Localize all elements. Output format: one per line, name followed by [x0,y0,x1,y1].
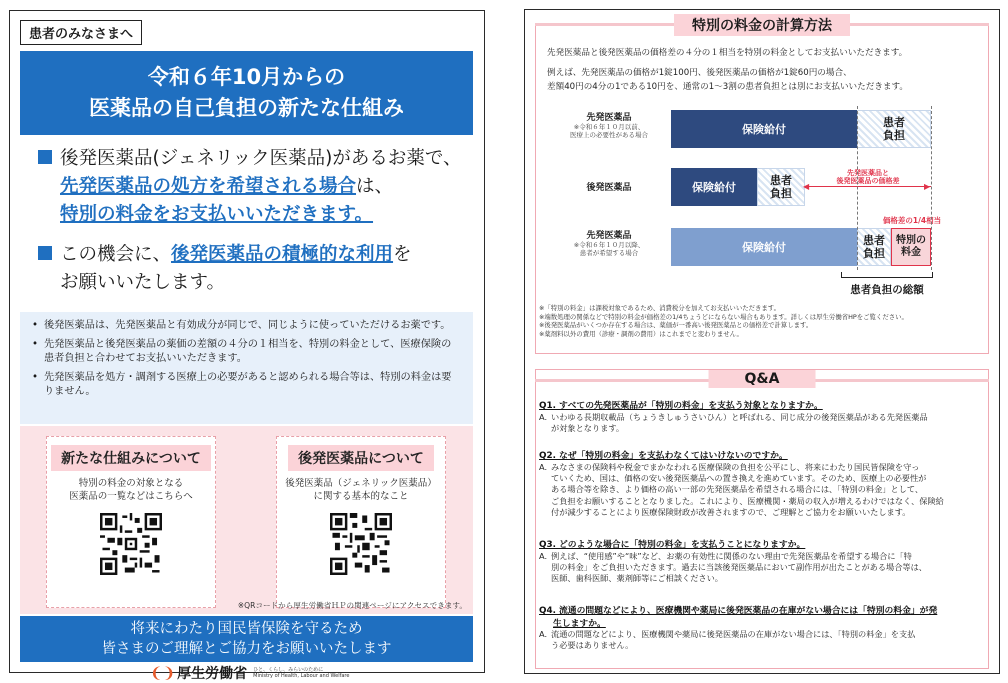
footer-line2: 皆さまのご理解とご協力をお願いいたします [101,641,392,657]
point2-highlight: 後発医薬品の積極的な利用 [171,244,394,265]
hero-title-line1: 令和６年10月からの [147,65,346,89]
point2-post: を [393,244,412,265]
guide-line [931,106,932,270]
square-bullet-icon [38,246,52,260]
footer-banner [20,616,473,662]
insurance-bar-1: 保険給付 [671,110,857,148]
row-label-brand-after: 先発医薬品 ※令和６年１０月以降、 患者が希望する場合 [573,231,645,257]
qr-card-sub: 特別の料金の対象となる 医薬品の一覧などはこちらへ [69,478,193,502]
insurance-bar-3: 保険給付 [671,228,857,266]
audience-tag: 患者のみなさまへ [20,20,142,45]
calc-header [535,14,989,34]
qa-header [535,370,989,390]
total-bracket [841,272,933,278]
qa-title: Q&A [709,370,816,388]
point1-highlight: 先発医薬品の処方を希望される場合 [60,176,357,197]
footer-line1: 将来にわたり国民皆保険を守るため [130,621,363,637]
row-label-brand-before: 先発医薬品 ※令和６年１０月以前、 医療上の必要性がある場合 [570,113,648,139]
qa-answer-1: A. いわゆる長期収載品（ちょうきしゅうさいひん）と呼ばれる、同じ成分の後発医薬品がある先発医薬品 が対象となります。 [539,412,928,434]
qa-question-1: Q1. すべての先発医薬品が「特別の料金」を支払う対象となりますか。 [539,401,823,411]
qr-card-sub: 後発医薬品（ジェネリック医薬品） に関する基本的なこと [285,478,437,502]
diff-label: 先発医薬品と 後発医薬品の価格差 [836,169,900,185]
right-flyer [524,9,1000,674]
diff-line [805,186,931,187]
patient-share-1: 患者 負担 [857,110,931,148]
qa-answer-2: A. みなさまの保険料や税金でまかなわれる医療保険の負担を公平にし、将来にわたり国民皆保険を守っ ていくため、国は、価格の安い後発医薬品への置き換えを進めています。そのため、医療上の必要性が ある場合等を除き、より価格の高い一部の先発医薬品を希望される場合には、「特別の料金」として、 ご負担をお願いすることとなりました。これにより、医療機関・薬局の収入が増えるわけではなく、保険給 付が減少することにより医療保険財政が改善されますので、ご理解とご協力をお願いいたします。 [539,462,944,517]
qa-question-2: Q2. なぜ「特別の料金」を支払わなくてはいけないのですか。 [539,451,788,461]
patient-share-2: 患者 負担 [757,168,805,206]
point2-line2: お願いいたします。 [60,272,226,293]
total-label: 患者負担の総額 [850,284,924,296]
qa-question-3: Q3. どのような場合に「特別の料金」を支払うことになりますか。 [539,540,806,550]
qa-answer-3: A. 例えば、“使用感”や“味”など、お薬の有効性に関係のない理由で先発医薬品を希望する場合に「特 別の料金」をご負担いただきます。過去に当該後発医薬品において副作用が出たことがある場合等は、 医師、歯科医師、薬剤師等にご相談ください。 [539,551,927,584]
point1-highlight-2: 特別の料金をお支払いいただきます。 [60,204,374,225]
hero-title-line2: 医薬品の自己負担の新たな仕組み [89,96,404,120]
qr-code-icon[interactable] [330,513,392,575]
quarter-label: 価格差の1/4相当 [882,216,942,225]
qr-code-icon[interactable] [100,513,162,575]
row-label-generic: 後発医薬品 [586,183,632,193]
qr-section [20,426,473,614]
bullet-item: • 後発医薬品は、先発医薬品と有効成分が同じで、同じように使っていただけるお薬です。 [32,319,461,334]
calc-title: 特別の料金の計算方法 [674,14,850,36]
special-fee-box: 特別の 料金 [891,228,931,266]
insurance-bar-2: 保険給付 [671,168,757,206]
qr-card-generic-info[interactable] [276,436,446,608]
square-bullet-icon [38,150,52,164]
main-point-2 [38,241,412,297]
mhlw-mark-icon: ❨❩ [150,664,176,682]
qr-card-title: 新たな仕組みについて [51,445,211,471]
point2-pre: この機会に、 [60,244,172,265]
calc-intro-2: 例えば、先発医薬品の価格が1錠100円、後発医薬品の価格が1錠60円の場合、 [547,68,852,78]
main-point-1 [38,145,461,229]
info-bullets [20,312,473,424]
logo-text: 厚生労働省 [177,666,248,682]
calc-intro-3: 差額40円の4分の1である10円を、通常の1～3割の患者負担とは別にお支払いいただきます。 [547,82,909,92]
bullet-item: • 先発医薬品と後発医薬品の薬価の差額の４分の１相当を、特別の料金として、医療保険の患者負担と合わせてお支払いいただきます。 [32,338,461,367]
qr-card-title: 後発医薬品について [288,445,434,471]
qa-question-4: Q4. 流通の問題などにより、医療機関や薬局に後発医薬品の在庫がない場合には「特別の料金」が発 生しますか。 [539,606,938,629]
arrow-icon: ◀ [803,182,810,191]
arrow-icon: ▶ [924,182,931,191]
qr-card-new-system[interactable] [46,436,216,608]
hero-banner [20,51,473,135]
bullet-item: • 先発医薬品を処方・調剤する医療上の必要があると認められる場合等は、特別の料金は要りません。 [32,371,461,400]
qr-note: ※QRコードから厚生労働省ＨＰの関連ページにアクセスできます。 [237,601,467,610]
calc-intro-1: 先発医薬品と後発医薬品の価格差の４分の１相当を特別の料金としてお支払いいただきます。 [547,48,908,58]
qa-answer-4: A. 流通の問題などにより、医療機関や薬局に後発医薬品の在庫がない場合には、「特別の料金」を支払 う必要はありません。 [539,629,916,651]
guide-line [857,106,858,270]
point1-rest: は、 [356,176,394,197]
mhlw-logo [150,663,349,683]
patient-share-3: 患者 負担 [857,228,891,266]
point1-line1: 後発医薬品(ジェネリック医薬品)があるお薬で、 [60,148,462,169]
left-flyer [9,10,485,682]
logo-english: ひと、くらし、みらいのために Ministry of Health, Labour and Welfare [253,667,350,679]
calc-notes: ※「特別の料金」は課税対象であるため、消費税分を加えてお支払いいただきます。 ※端数処理の関係などで特別の料金が価格差の1/4ちょうどにならない場合もあります。詳しくは厚生労働省HPをご覧ください。 ※後発医薬品がいくつか存在する場合は、薬価が一番高い後発医薬品との価格差で計算します。 ※薬剤料以外の費用（診療・調剤の費用）はこれまでと変わりません。 [539,304,908,338]
